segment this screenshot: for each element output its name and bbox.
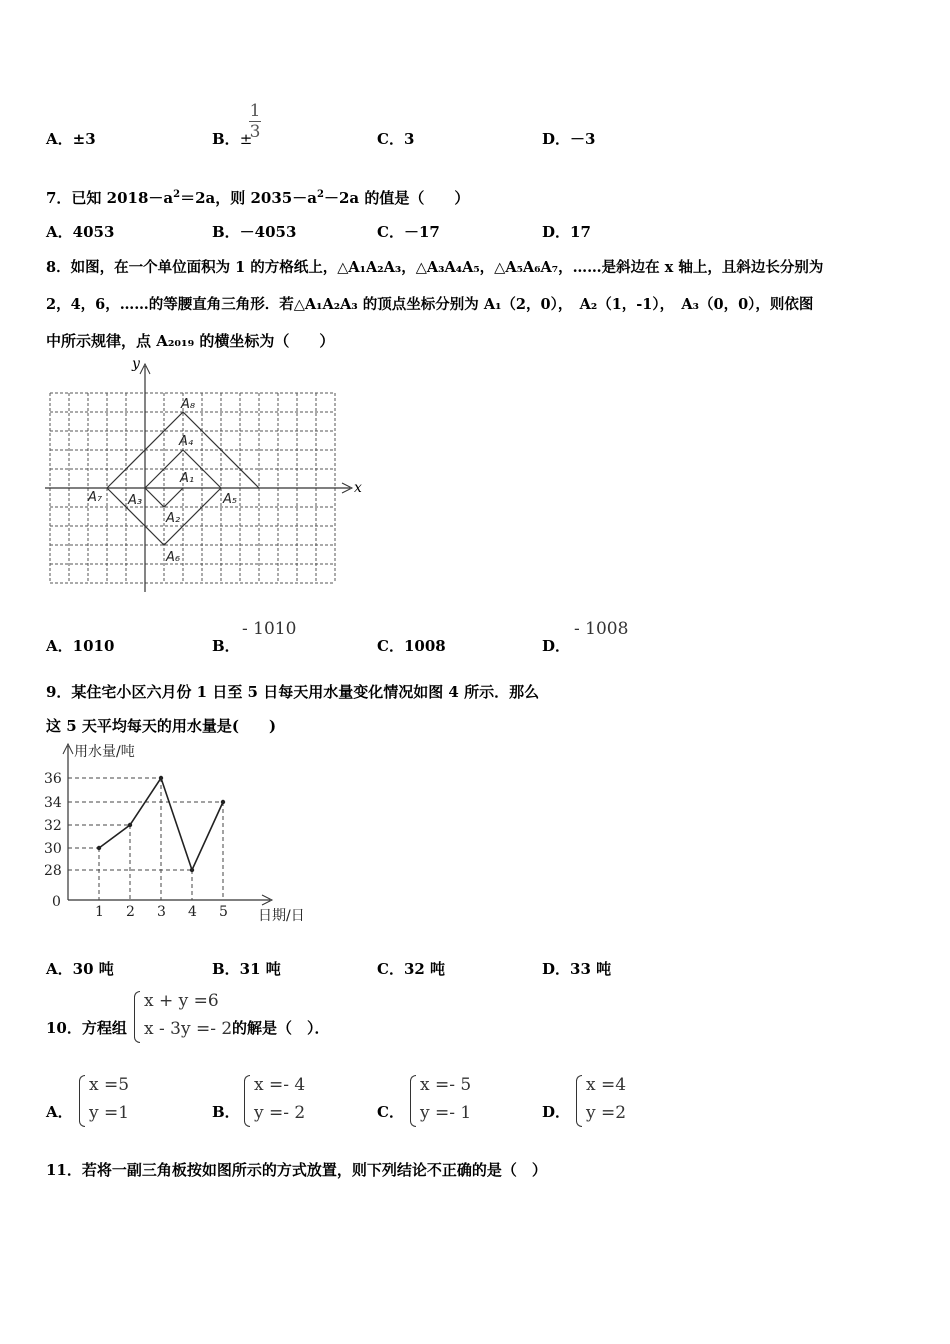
q6-fraction-denominator: 3 — [249, 122, 261, 142]
q7-stem — [46, 187, 469, 208]
q6-option-b-label: B． — [212, 130, 240, 148]
triangle-a5a6a7 — [107, 488, 221, 545]
q10-option-a-eq1: x =5 — [89, 1075, 130, 1095]
x-tick-label: 2 — [126, 904, 135, 920]
x-axis-title: 日期/日 — [258, 908, 305, 924]
y-axis-title: 用水量/吨 — [74, 744, 135, 760]
q10-eq1: x + y =6 — [144, 991, 219, 1011]
q10-stem-prefix: 10．方程组 — [46, 1019, 127, 1037]
q7-option-b: B．－4053 — [212, 223, 297, 241]
brace-icon — [79, 1075, 85, 1127]
q9-option-c: C．32 吨 — [377, 960, 446, 978]
q6-fraction-numerator: 1 — [249, 101, 261, 121]
q6-option-c: C．3 — [377, 130, 415, 148]
q10-option-b-system — [244, 1073, 324, 1129]
q7-stem-prefix: 7．已知 2018－a — [46, 189, 174, 207]
data-point — [97, 846, 101, 850]
y-tick-label: 34 — [44, 795, 62, 811]
q10-option-a-eq2: y =1 — [89, 1103, 130, 1123]
q7-stem-mid: ＝2a，则 2035－a — [180, 189, 317, 207]
label-a1: A₁ — [180, 471, 195, 486]
q8-option-a: A．1010 — [46, 637, 115, 655]
data-point — [221, 800, 225, 804]
q7-option-c: C．－17 — [377, 223, 440, 241]
q10-option-d: D． — [542, 1103, 571, 1121]
q7-option-d: D．17 — [542, 223, 591, 241]
q10-option-d-eq1: x =4 — [586, 1075, 627, 1095]
y-tick-label: 36 — [44, 771, 62, 787]
q10-option-d-eq2: y =2 — [586, 1103, 627, 1123]
x-tick-label: 4 — [188, 904, 197, 920]
brace-icon — [410, 1075, 416, 1127]
q8-stem-line2: 2，4，6，……的等腰直角三角形．若△A₁A₂A₃ 的顶点坐标分别为 A₁（2，0）， A₂（1，-1）， A₃（0，0），则依图 — [46, 296, 814, 313]
q6-option-b — [212, 128, 252, 149]
q8-stem-line1: 8．如图，在一个单位面积为 1 的方格纸上，△A₁A₂A₃，△A₃A₄A₅，△A₅A₆A₇，……是斜边在 x 轴上，且斜边长分别为 — [46, 259, 824, 276]
x-tick-label: 5 — [219, 904, 228, 920]
q7-stem-suffix: －2a 的值是（ ） — [323, 189, 470, 207]
x-tick-label: 1 — [95, 904, 104, 920]
q9-stem-line2: 这 5 天平均每天的用水量是( ) — [46, 717, 277, 735]
q10-option-c: C． — [377, 1103, 404, 1121]
q10-option-c-system — [410, 1073, 490, 1129]
data-point — [128, 823, 132, 827]
data-point — [159, 776, 163, 780]
x-tick-label: 3 — [157, 904, 166, 920]
brace-icon — [244, 1075, 250, 1127]
label-a4: A₄ — [179, 434, 194, 449]
q9-option-d: D．33 吨 — [542, 960, 612, 978]
q6-option-b-pm: ± — [239, 130, 253, 148]
q8-option-d-value: - 1008 — [574, 619, 629, 639]
q10-stem-suffix: 的解是（ ）． — [232, 1019, 330, 1037]
brace-icon — [134, 991, 140, 1043]
q8-grid-figure — [40, 352, 370, 597]
q8-option-b: B． — [212, 637, 240, 655]
data-point — [190, 868, 194, 872]
q10-eq2: x - 3y =- 2 — [144, 1019, 233, 1039]
q10-option-a: A． — [46, 1103, 73, 1121]
q6-option-b-fraction — [249, 102, 261, 141]
origin-label: 0 — [52, 894, 61, 910]
q9-option-b: B．31 吨 — [212, 960, 281, 978]
q10-option-d-system — [576, 1073, 656, 1129]
label-a2: A₂ — [166, 511, 181, 526]
q9-option-a: A．30 吨 — [46, 960, 114, 978]
q8-option-b-value: - 1010 — [242, 619, 297, 639]
y-axis-label: y — [132, 356, 140, 372]
y-tick-label: 32 — [44, 818, 62, 834]
brace-icon — [576, 1075, 582, 1127]
q6-option-a: A．±3 — [46, 130, 96, 148]
q8-option-c: C．1008 — [377, 637, 446, 655]
q8-option-d: D． — [542, 637, 571, 655]
q7-option-a: A．4053 — [46, 223, 115, 241]
q7-sup-2: 2 — [316, 189, 324, 200]
label-a6: A₆ — [166, 550, 181, 565]
q7-sup-1: 2 — [173, 189, 181, 200]
q9-stem-line1: 9．某住宅小区六月份 1 日至 5 日每天用水量变化情况如图 4 所示．那么 — [46, 683, 540, 701]
q10-option-c-eq1: x =- 5 — [420, 1075, 472, 1095]
label-a3: A₃ — [128, 493, 143, 508]
y-tick-label: 28 — [44, 863, 62, 879]
label-a7: A₇ — [88, 490, 103, 505]
q10-option-b-eq2: y =- 2 — [254, 1103, 306, 1123]
label-a8: A₈ — [181, 397, 196, 412]
q9-water-usage-chart — [40, 740, 330, 930]
q10-option-c-eq2: y =- 1 — [420, 1103, 472, 1123]
q10-option-a-system — [79, 1073, 159, 1129]
y-tick-label: 30 — [44, 841, 62, 857]
q10-option-b: B． — [212, 1103, 240, 1121]
q11-stem: 11．若将一副三角板按如图所示的方式放置，则下列结论不正确的是（ ） — [46, 1161, 547, 1179]
q10-option-b-eq1: x =- 4 — [254, 1075, 306, 1095]
x-axis-label: x — [354, 480, 362, 496]
q8-stem-line3: 中所示规律，点 A₂₀₁₉ 的横坐标为（ ） — [46, 332, 335, 350]
label-a5: A₅ — [223, 492, 238, 507]
q6-option-d: D．－3 — [542, 130, 596, 148]
q10-equation-system — [134, 989, 234, 1045]
